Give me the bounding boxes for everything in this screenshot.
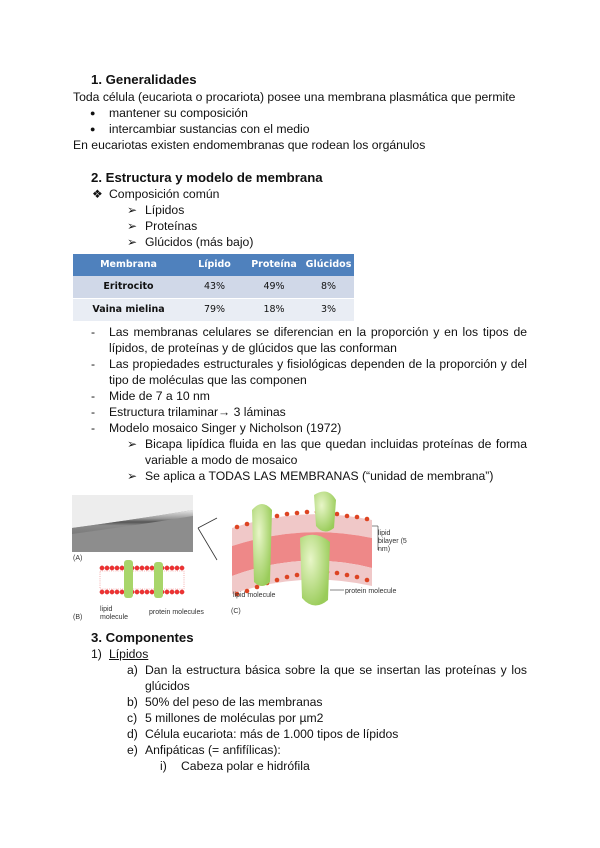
list-item: Estructura trilaminar→ 3 láminas [109,405,286,419]
subsection-title: Lípidos [109,647,149,661]
bilayer-diagram-b [100,560,184,598]
table-row [73,276,354,299]
figure-label: lipid bilayer (5 nm) [378,530,407,553]
list-item: Composición común [109,187,220,201]
figure-label: protein molecules [149,609,204,616]
list-item: Glúcidos (más bajo) [145,235,254,249]
bullet-icon: ● [90,108,96,118]
figure-label: lipid molecule [233,592,276,599]
dash-marker: - [91,325,96,339]
dash-marker: - [91,389,96,403]
table-cell: Vaina mielina [73,299,184,322]
figure-label: protein molecule [345,588,397,595]
composition-table [73,254,354,322]
list-marker: i) [160,759,167,773]
arrow-bullet-icon: ➢ [127,203,138,217]
list-item: Mide de 7 a 10 nm [109,389,210,403]
table-header: Proteína [245,254,303,276]
figure-label: (C) [231,608,241,615]
arrow-bullet-icon: ➢ [127,469,138,483]
arrow-bullet-icon: ➢ [127,219,138,233]
list-item: Célula eucariota: más de 1.000 tipos de lípidos [145,727,399,741]
table-cell: 49% [245,276,303,299]
diamond-bullet-icon: ❖ [92,187,103,201]
list-item: Modelo mosaico Singer y Nicholson (1972) [109,421,342,435]
list-item: intercambiar sustancias con el medio [109,122,310,136]
list-marker: c) [127,711,138,725]
list-item: Lípidos [145,203,185,217]
table-header: Glúcidos [303,254,354,276]
section-1-title: 1. Generalidades [91,72,197,87]
paragraph: En eucariotas existen endomembranas que rodean los orgánulos [73,138,426,152]
list-item: 50% del peso de las membranas [145,695,323,709]
table-cell: 8% [303,276,354,299]
section-2-title: 2. Estructura y modelo de membrana [91,170,323,185]
table-cell: 3% [303,299,354,322]
dash-marker: - [91,421,96,435]
table-header: Lípido [184,254,245,276]
list-item: Proteínas [145,219,198,233]
figure-label: (A) [73,555,83,562]
table-row [73,299,354,322]
list-marker: d) [127,727,138,741]
membrane-figure [72,490,412,624]
list-item: Bicapa lipídica fluida en las que quedan incluidas proteínas de forma variable a modo de mosaico [145,437,527,467]
table-cell: 43% [184,276,245,299]
arrow-bullet-icon: ➢ [127,235,138,249]
section-3-title: 3. Componentes [91,630,194,645]
list-item: Anfipáticas (= anfifílicas): [145,743,281,757]
arrow-bullet-icon: ➢ [127,437,138,451]
list-item: Las membranas celulares se diferencian en la proporción y en los tipos de lípidos, de proteínas y de glúcidos que las conforman [109,325,527,355]
list-item: Cabeza polar e hidrófila [181,759,310,773]
table-cell: 79% [184,299,245,322]
list-marker: a) [127,663,138,677]
list-item: Se aplica a TODAS LAS MEMBRANAS (“unidad de membrana”) [145,469,494,483]
list-item: Las propiedades estructurales y fisiológicas dependen de la proporción y del tipo de moléculas que las componen [109,357,527,387]
dash-marker: - [91,357,96,371]
table-header: Membrana [73,254,184,276]
table-cell: Eritrocito [73,276,184,299]
list-item: 5 millones de moléculas por µm2 [145,711,324,725]
figure-label: lipid molecule [100,606,129,621]
list-marker: 1) [91,647,102,661]
list-item: mantener su composición [109,106,248,120]
bullet-icon: ● [90,124,96,134]
table-cell: 18% [245,299,303,322]
figure-label: (B) [73,614,83,621]
list-marker: e) [127,743,138,757]
list-marker: b) [127,695,138,709]
paragraph: Toda célula (eucariota o procariota) posee una membrana plasmática que permite [73,90,516,104]
list-item: Dan la estructura básica sobre la que se insertan las proteínas y los glúcidos [145,663,527,693]
dash-marker: - [91,405,96,419]
